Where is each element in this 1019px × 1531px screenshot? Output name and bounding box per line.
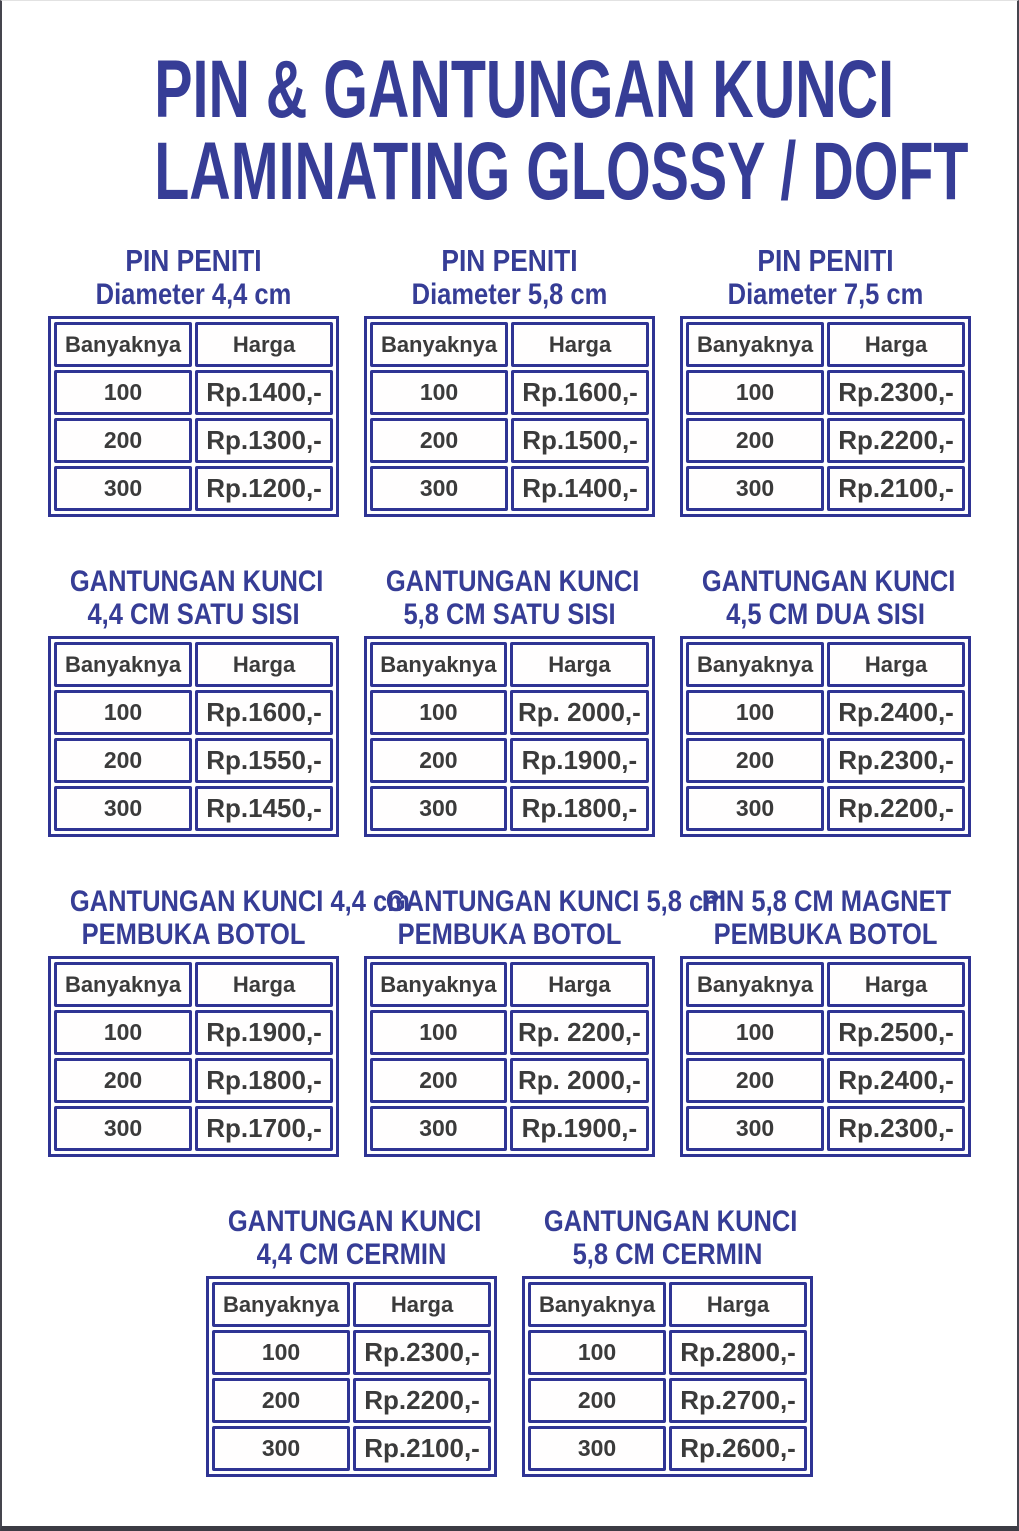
table-header-row <box>212 1282 491 1327</box>
table-row <box>54 418 333 463</box>
table-row <box>370 1106 649 1151</box>
table-header-row <box>54 962 333 1007</box>
block-title <box>364 883 726 951</box>
table-row <box>686 418 965 463</box>
qty-cell: 100 <box>686 690 824 735</box>
price-block-gk-4-4-pembuka-botol <box>48 883 410 1157</box>
price-cell: Rp.2200,- <box>827 786 965 831</box>
qty-cell: 100 <box>54 690 192 735</box>
table-row <box>370 418 649 463</box>
price-cell: Rp.1800,- <box>195 1058 333 1103</box>
qty-cell: 200 <box>54 1058 192 1103</box>
qty-cell: 200 <box>686 738 824 783</box>
price-cell: Rp.2300,- <box>353 1330 491 1375</box>
qty-cell: 300 <box>370 786 507 831</box>
qty-cell: 100 <box>212 1330 350 1375</box>
price-block-pin-peniti-7-5 <box>680 243 971 517</box>
price-cell: Rp.1550,- <box>195 738 333 783</box>
price-header: Harga <box>195 322 333 367</box>
price-table <box>680 956 971 1157</box>
table-header-row <box>54 642 333 687</box>
price-header: Harga <box>827 322 965 367</box>
block-title-line1: PIN PENITI <box>757 242 894 278</box>
qty-cell: 300 <box>370 1106 507 1151</box>
block-title-line1: GANTUNGAN KUNCI <box>385 565 640 598</box>
section-cermin <box>2 1203 1017 1477</box>
block-title <box>680 563 971 631</box>
block-title-line2: 5,8 CM SATU SISI <box>403 598 616 631</box>
table-row <box>370 786 649 831</box>
block-title <box>48 883 410 951</box>
table-row <box>370 370 649 415</box>
table-row <box>212 1426 491 1471</box>
block-title <box>48 243 339 311</box>
block-title-line2: 4,4 CM SATU SISI <box>87 598 300 631</box>
table-row <box>686 1106 965 1151</box>
table-row <box>686 370 965 415</box>
price-cell: Rp.2800,- <box>669 1330 807 1375</box>
qty-cell: 300 <box>686 1106 824 1151</box>
price-header: Harga <box>195 642 333 687</box>
table-row <box>528 1330 807 1375</box>
price-header: Harga <box>353 1282 491 1327</box>
price-header: Harga <box>510 642 649 687</box>
table-row <box>54 786 333 831</box>
qty-cell: 200 <box>54 418 192 463</box>
price-table <box>206 1276 497 1477</box>
price-block-gk-5-8-cermin <box>522 1203 813 1477</box>
price-list-poster <box>2 1 1017 1526</box>
price-cell: Rp.2100,- <box>827 466 965 511</box>
table-row <box>212 1330 491 1375</box>
price-cell: Rp. 2000,- <box>510 690 649 735</box>
section-pin-peniti <box>2 243 1017 517</box>
price-table <box>364 636 655 837</box>
price-cell: Rp.1900,- <box>510 1106 649 1151</box>
table-header-row <box>686 642 965 687</box>
price-cell: Rp.2300,- <box>827 1106 965 1151</box>
table-row <box>686 738 965 783</box>
qty-header: Banyaknya <box>686 642 824 687</box>
qty-cell: 200 <box>370 1058 507 1103</box>
qty-cell: 100 <box>370 690 507 735</box>
price-header: Harga <box>669 1282 807 1327</box>
qty-header: Banyaknya <box>212 1282 350 1327</box>
block-title <box>680 243 971 311</box>
price-block-gk-4-4-cermin <box>206 1203 497 1477</box>
block-title-line1: PIN PENITI <box>125 242 262 278</box>
qty-header: Banyaknya <box>528 1282 666 1327</box>
price-table <box>364 316 655 517</box>
block-title <box>680 883 971 951</box>
qty-cell: 300 <box>54 1106 192 1151</box>
block-title-line1: GANTUNGAN KUNCI <box>69 565 324 598</box>
table-row <box>528 1426 807 1471</box>
table-row <box>54 738 333 783</box>
table-row <box>528 1378 807 1423</box>
block-title-line1: GANTUNGAN KUNCI <box>543 1205 798 1238</box>
price-block-gk-5-8-satu-sisi <box>364 563 655 837</box>
table-row <box>212 1378 491 1423</box>
table-row <box>686 1010 965 1055</box>
qty-cell: 100 <box>528 1330 666 1375</box>
qty-cell: 300 <box>54 466 192 511</box>
price-cell: Rp.1400,- <box>511 466 649 511</box>
table-row <box>54 1058 333 1103</box>
qty-cell: 300 <box>528 1426 666 1471</box>
price-cell: Rp.1450,- <box>195 786 333 831</box>
price-cell: Rp.2400,- <box>827 690 965 735</box>
price-table <box>680 316 971 517</box>
qty-cell: 100 <box>370 370 508 415</box>
table-row <box>370 738 649 783</box>
table-row <box>54 370 333 415</box>
block-title <box>522 1203 813 1271</box>
section-pembuka-botol <box>2 883 1017 1157</box>
table-row <box>54 466 333 511</box>
qty-cell: 200 <box>54 738 192 783</box>
table-header-row <box>686 962 965 1007</box>
price-cell: Rp. 2200,- <box>510 1010 649 1055</box>
block-title <box>206 1203 497 1271</box>
price-cell: Rp.1200,- <box>195 466 333 511</box>
price-cell: Rp.2600,- <box>669 1426 807 1471</box>
qty-cell: 100 <box>54 370 192 415</box>
section-gantungan-sisi <box>2 563 1017 837</box>
table-header-row <box>370 962 649 1007</box>
block-title <box>48 563 339 631</box>
qty-cell: 200 <box>370 738 507 783</box>
table-row <box>54 690 333 735</box>
qty-cell: 200 <box>686 1058 824 1103</box>
qty-cell: 300 <box>370 466 508 511</box>
qty-cell: 300 <box>212 1426 350 1471</box>
qty-header: Banyaknya <box>54 322 192 367</box>
qty-header: Banyaknya <box>686 962 824 1007</box>
price-header: Harga <box>510 962 649 1007</box>
block-title-line1: PIN PENITI <box>441 242 578 278</box>
qty-cell: 100 <box>686 370 824 415</box>
block-title-line1: GANTUNGAN KUNCI <box>701 565 956 598</box>
table-row <box>686 690 965 735</box>
qty-cell: 200 <box>686 418 824 463</box>
block-title-line2: PEMBUKA BOTOL <box>713 918 938 951</box>
block-title-line2: Diameter 4,4 cm <box>95 278 292 311</box>
price-cell: Rp.2700,- <box>669 1378 807 1423</box>
price-cell: Rp.1700,- <box>195 1106 333 1151</box>
qty-cell: 100 <box>54 1010 192 1055</box>
poster-title-line2: LAMINATING GLOSSY / DOFT <box>154 126 969 217</box>
price-block-pin-peniti-5-8 <box>364 243 655 517</box>
qty-cell: 300 <box>686 786 824 831</box>
table-header-row <box>686 322 965 367</box>
block-title-line1: GANTUNGAN KUNCI 5,8 cm <box>385 885 726 918</box>
block-title-line2: Diameter 5,8 cm <box>411 278 608 311</box>
block-title-line1: PIN 5,8 CM MAGNET <box>701 885 952 918</box>
price-cell: Rp.2200,- <box>353 1378 491 1423</box>
price-header: Harga <box>827 962 965 1007</box>
qty-header: Banyaknya <box>370 322 508 367</box>
price-header: Harga <box>827 642 965 687</box>
price-block-gk-4-4-satu-sisi <box>48 563 339 837</box>
price-block-pin-peniti-4-4 <box>48 243 339 517</box>
table-row <box>370 690 649 735</box>
table-row <box>54 1106 333 1151</box>
price-cell: Rp.1600,- <box>195 690 333 735</box>
price-block-gk-5-8-pembuka-botol <box>364 883 726 1157</box>
price-block-gk-4-5-dua-sisi <box>680 563 971 837</box>
price-table <box>364 956 655 1157</box>
qty-header: Banyaknya <box>686 322 824 367</box>
table-header-row <box>54 322 333 367</box>
table-row <box>686 1058 965 1103</box>
price-cell: Rp.1500,- <box>511 418 649 463</box>
price-table <box>48 636 339 837</box>
table-header-row <box>370 642 649 687</box>
price-table <box>48 316 339 517</box>
price-header: Harga <box>195 962 333 1007</box>
table-header-row <box>528 1282 807 1327</box>
qty-cell: 300 <box>686 466 824 511</box>
block-title-line2: PEMBUKA BOTOL <box>397 918 622 951</box>
poster-title-line1: PIN & GANTUNGAN KUNCI <box>154 44 895 135</box>
block-title <box>364 563 655 631</box>
price-table <box>48 956 339 1157</box>
price-cell: Rp.1600,- <box>511 370 649 415</box>
table-row <box>686 466 965 511</box>
table-row <box>370 1010 649 1055</box>
qty-cell: 100 <box>686 1010 824 1055</box>
price-cell: Rp.2300,- <box>827 370 965 415</box>
table-row <box>370 1058 649 1103</box>
block-title-line2: 5,8 CM CERMIN <box>572 1238 763 1271</box>
block-title-line2: 4,4 CM CERMIN <box>256 1238 447 1271</box>
price-cell: Rp.2500,- <box>827 1010 965 1055</box>
qty-cell: 300 <box>54 786 192 831</box>
price-cell: Rp.2300,- <box>827 738 965 783</box>
price-cell: Rp.2400,- <box>827 1058 965 1103</box>
qty-cell: 200 <box>212 1378 350 1423</box>
price-cell: Rp.1300,- <box>195 418 333 463</box>
block-title <box>364 243 655 311</box>
qty-cell: 100 <box>370 1010 507 1055</box>
qty-header: Banyaknya <box>370 962 507 1007</box>
table-header-row <box>370 322 649 367</box>
price-cell: Rp.1900,- <box>195 1010 333 1055</box>
qty-header: Banyaknya <box>54 962 192 1007</box>
block-title-line2: Diameter 7,5 cm <box>727 278 924 311</box>
price-cell: Rp.1900,- <box>510 738 649 783</box>
table-row <box>54 1010 333 1055</box>
price-header: Harga <box>511 322 649 367</box>
table-row <box>370 466 649 511</box>
qty-header: Banyaknya <box>54 642 192 687</box>
price-cell: Rp.1400,- <box>195 370 333 415</box>
table-row <box>686 786 965 831</box>
price-table <box>680 636 971 837</box>
price-cell: Rp. 2000,- <box>510 1058 649 1103</box>
block-title-line1: GANTUNGAN KUNCI <box>227 1205 482 1238</box>
price-cell: Rp.1800,- <box>510 786 649 831</box>
block-title-line2: 4,5 CM DUA SISI <box>726 598 925 631</box>
block-title-line1: GANTUNGAN KUNCI 4,4 cm <box>69 885 410 918</box>
price-table <box>522 1276 813 1477</box>
qty-header: Banyaknya <box>370 642 507 687</box>
block-title-line2: PEMBUKA BOTOL <box>81 918 306 951</box>
qty-cell: 200 <box>528 1378 666 1423</box>
price-cell: Rp.2100,- <box>353 1426 491 1471</box>
price-cell: Rp.2200,- <box>827 418 965 463</box>
price-block-pin-5-8-magnet <box>680 883 971 1157</box>
qty-cell: 200 <box>370 418 508 463</box>
poster-title <box>2 44 1017 217</box>
